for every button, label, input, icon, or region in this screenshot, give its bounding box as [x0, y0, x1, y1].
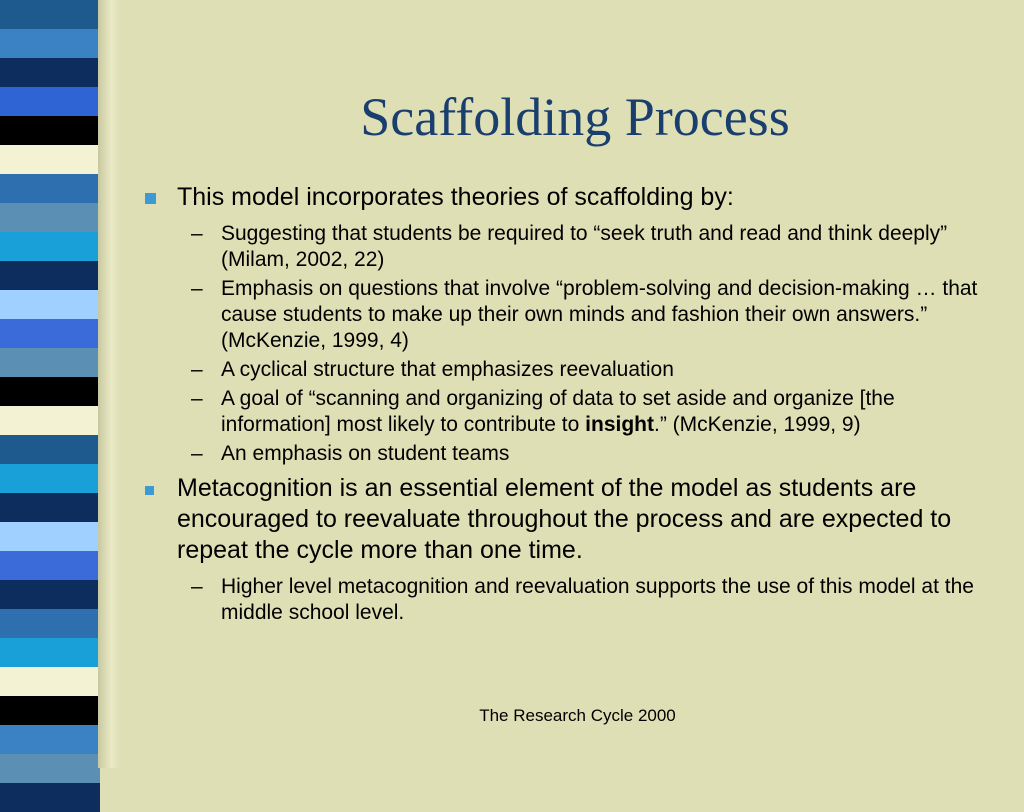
decorative-stripe	[0, 319, 100, 348]
sub-bullet-item	[140, 357, 1010, 383]
bullet-item	[140, 473, 1010, 566]
decorative-stripe	[0, 580, 100, 609]
sub-bullet-item	[140, 441, 1010, 467]
sub-bullet-text: Higher level metacognition and reevaluation supports the use of this model at the middle school level.	[221, 575, 974, 624]
sub-bullet-text-bold: insight	[585, 413, 654, 436]
dash-bullet-icon: –	[191, 277, 203, 300]
decorative-stripe	[0, 435, 100, 464]
sub-bullet-text: Emphasis on questions that involve “problem-solving and decision-making … that cause students to make up their own minds and fashion their own answers.” (McKenzie, 1999, 4)	[221, 277, 978, 352]
sub-bullet-item	[140, 574, 1010, 626]
decorative-stripe	[0, 174, 100, 203]
dash-bullet-icon: –	[191, 358, 203, 381]
decorative-stripe	[0, 377, 100, 406]
decorative-stripe	[0, 638, 100, 667]
decorative-stripe	[0, 203, 100, 232]
decorative-stripe	[0, 783, 100, 812]
slide-title: Scaffolding Process	[360, 87, 790, 147]
decorative-stripe	[0, 29, 100, 58]
dash-bullet-icon: –	[191, 442, 203, 465]
decorative-stripe	[0, 0, 100, 29]
slide-body	[140, 182, 1010, 626]
decorative-stripe	[0, 145, 100, 174]
decorative-stripe	[0, 116, 100, 145]
decorative-stripe	[0, 232, 100, 261]
decorative-stripe	[0, 551, 100, 580]
dash-bullet-icon: –	[191, 222, 203, 245]
stripe-bar-edge	[98, 0, 120, 768]
square-bullet-icon	[145, 193, 156, 204]
decorative-stripe	[0, 261, 100, 290]
decorative-stripe	[0, 522, 100, 551]
sub-bullet-text-post: .” (McKenzie, 1999, 9)	[654, 413, 861, 436]
decorative-stripe	[0, 667, 100, 696]
sub-bullet-item	[140, 386, 1010, 438]
bullet-item	[140, 182, 1010, 213]
slide-footer: The Research Cycle 2000	[479, 706, 676, 725]
sub-bullet-text: An emphasis on student teams	[221, 442, 510, 465]
sub-bullet-item	[140, 276, 1010, 354]
decorative-stripe	[0, 348, 100, 377]
decorative-stripe	[0, 290, 100, 319]
decorative-stripe	[0, 725, 100, 754]
bullet-text: Metacognition is an essential element of the model as students are encouraged to reevaluate throughout the process and are expected to repeat the cycle more than one time.	[177, 474, 952, 564]
sub-bullet-text: Suggesting that students be required to “seek truth and read and think deeply” (Milam, 2002, 22)	[221, 222, 948, 271]
decorative-stripe	[0, 87, 100, 116]
decorative-stripe	[0, 609, 100, 638]
square-bullet-icon	[145, 486, 154, 495]
decorative-stripe	[0, 754, 100, 783]
decorative-stripe	[0, 58, 100, 87]
dash-bullet-icon: –	[191, 575, 203, 598]
decorative-stripe	[0, 464, 100, 493]
decorative-stripe	[0, 696, 100, 725]
bullet-text: This model incorporates theories of scaffolding by:	[177, 183, 734, 211]
decorative-stripe	[0, 406, 100, 435]
dash-bullet-icon: –	[191, 387, 203, 410]
sub-bullet-item	[140, 221, 1010, 273]
sub-bullet-text: A cyclical structure that emphasizes reevaluation	[221, 358, 674, 381]
decorative-stripe-bar	[0, 0, 120, 768]
decorative-stripe	[0, 493, 100, 522]
sub-bullet-text-pre: A goal of “scanning and organizing of data to set aside and organize [the information] most likely to contribute to	[221, 387, 895, 436]
